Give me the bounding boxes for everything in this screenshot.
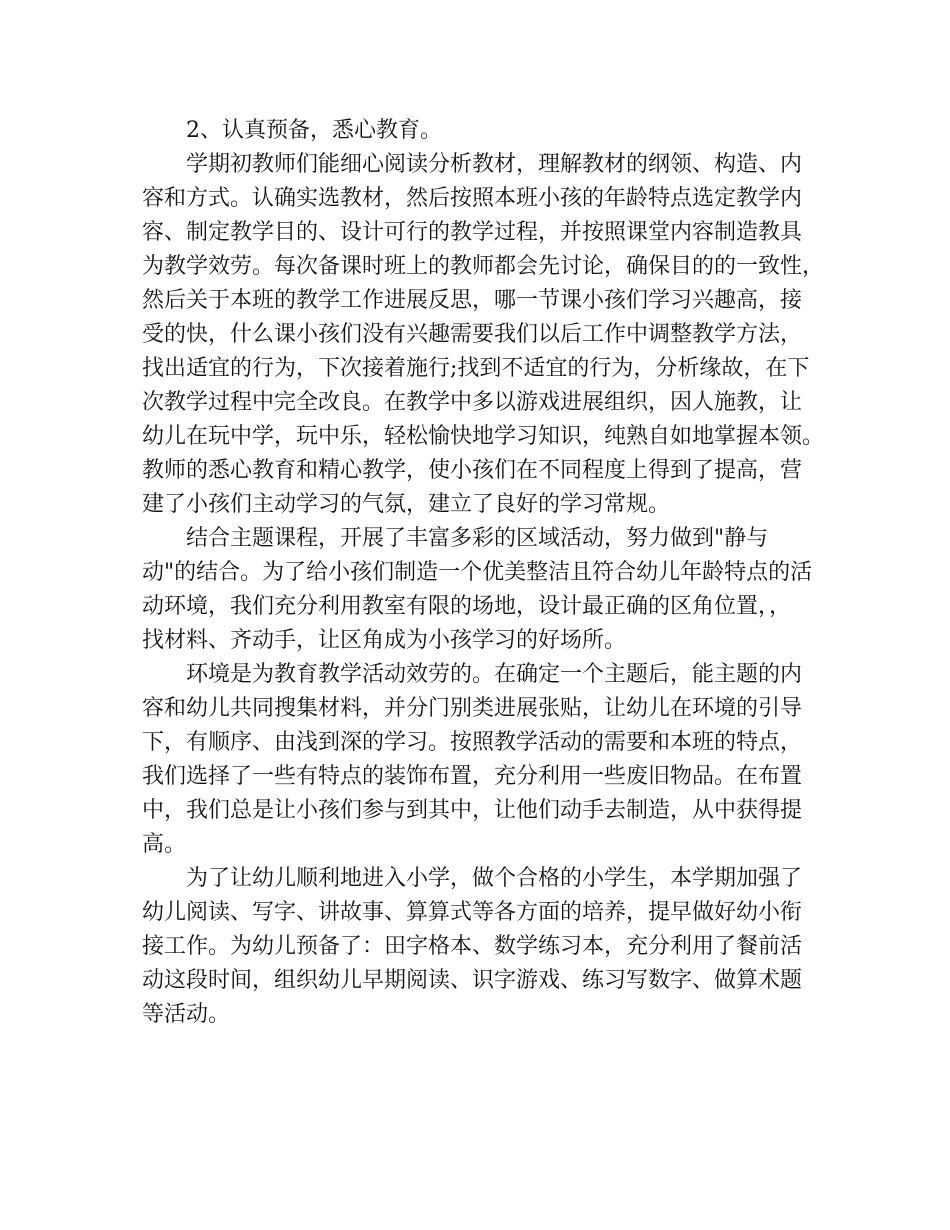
- text-line: 等活动。: [142, 1002, 231, 1027]
- document-body: [142, 114, 826, 1032]
- paragraph-1: [142, 114, 826, 148]
- text-line: 动"的结合。为了给小孩们制造一个优美整洁且符合幼儿年龄特点的活: [142, 560, 813, 585]
- paragraph-4: [142, 658, 826, 862]
- text-line: 为了让幼儿顺利地进入小学，做个合格的小学生，本学期加强了: [186, 866, 803, 891]
- text-line: 高。: [142, 832, 187, 857]
- text-line: 幼儿在玩中学，玩中乐，轻松愉快地学习知识，纯熟自如地掌握本领。: [142, 424, 825, 449]
- text-line: 受的快，什么课小孩们没有兴趣需要我们以后工作中调整教学方法，: [142, 322, 803, 347]
- text-line: 幼儿阅读、写字、讲故事、算算式等各方面的培养，提早做好幼小衔: [142, 900, 803, 925]
- text-line: 教师的悉心教育和精心教学，使小孩们在不同程度上得到了提高，营: [142, 458, 803, 483]
- text-line: 学期初教师们能细心阅读分析教材，理解教材的纲领、构造、内: [186, 152, 803, 177]
- text-line: 为教学效劳。每次备课时班上的教师都会先讨论，确保目的的一致性，: [142, 254, 825, 279]
- text-line: 结合主题课程，开展了丰富多彩的区域活动，努力做到"静与: [186, 526, 769, 551]
- text-line: 然后关于本班的教学工作进展反思，哪一节课小孩们学习兴趣高，接: [142, 288, 803, 313]
- text-line: 找出适宜的行为，下次接着施行;找到不适宜的行为，分析缘故，在下: [142, 356, 810, 381]
- text-line: 建了小孩们主动学习的气氛，建立了良好的学习常规。: [142, 492, 671, 517]
- text-line: 下，有顺序、由浅到深的学习。按照教学活动的需要和本班的特点，: [142, 730, 803, 755]
- text-line: 容和方式。认确实选教材，然后按照本班小孩的年龄特点选定教学内: [142, 186, 803, 211]
- text-line: 容和幼儿共同搜集材料，并分门别类进展张贴，让幼儿在环境的引导: [142, 696, 803, 721]
- paragraph-5: [142, 862, 826, 1032]
- text-line: 动环境，我们充分利用教室有限的场地，设计最正确的区角位置，，: [142, 594, 792, 619]
- paragraph-3: [142, 522, 826, 658]
- paragraph-2: [142, 148, 826, 522]
- text-line: 中，我们总是让小孩们参与到其中，让他们动手去制造，从中获得提: [142, 798, 803, 823]
- text-line: 我们选择了一些有特点的装饰布置，充分利用一些废旧物品。在布置: [142, 764, 803, 789]
- text-line: 动这段时间，组织幼儿早期阅读、识字游戏、练习写数字、做算术题: [142, 968, 803, 993]
- text-line: 环境是为教育教学活动效劳的。在确定一个主题后，能主题的内: [186, 662, 803, 687]
- text-line: 次教学过程中完全改良。在教学中多以游戏进展组织，因人施教，让: [142, 390, 803, 415]
- text-line: 接工作。为幼儿预备了：田字格本、数学练习本，充分利用了餐前活: [142, 934, 803, 959]
- text-line: 找材料、齐动手，让区角成为小孩学习的好场所。: [142, 628, 627, 653]
- text-line: 容、制定教学目的、设计可行的教学过程，并按照课堂内容制造教具: [142, 220, 803, 245]
- text-line: 2、认真预备，悉心教育。: [186, 118, 442, 143]
